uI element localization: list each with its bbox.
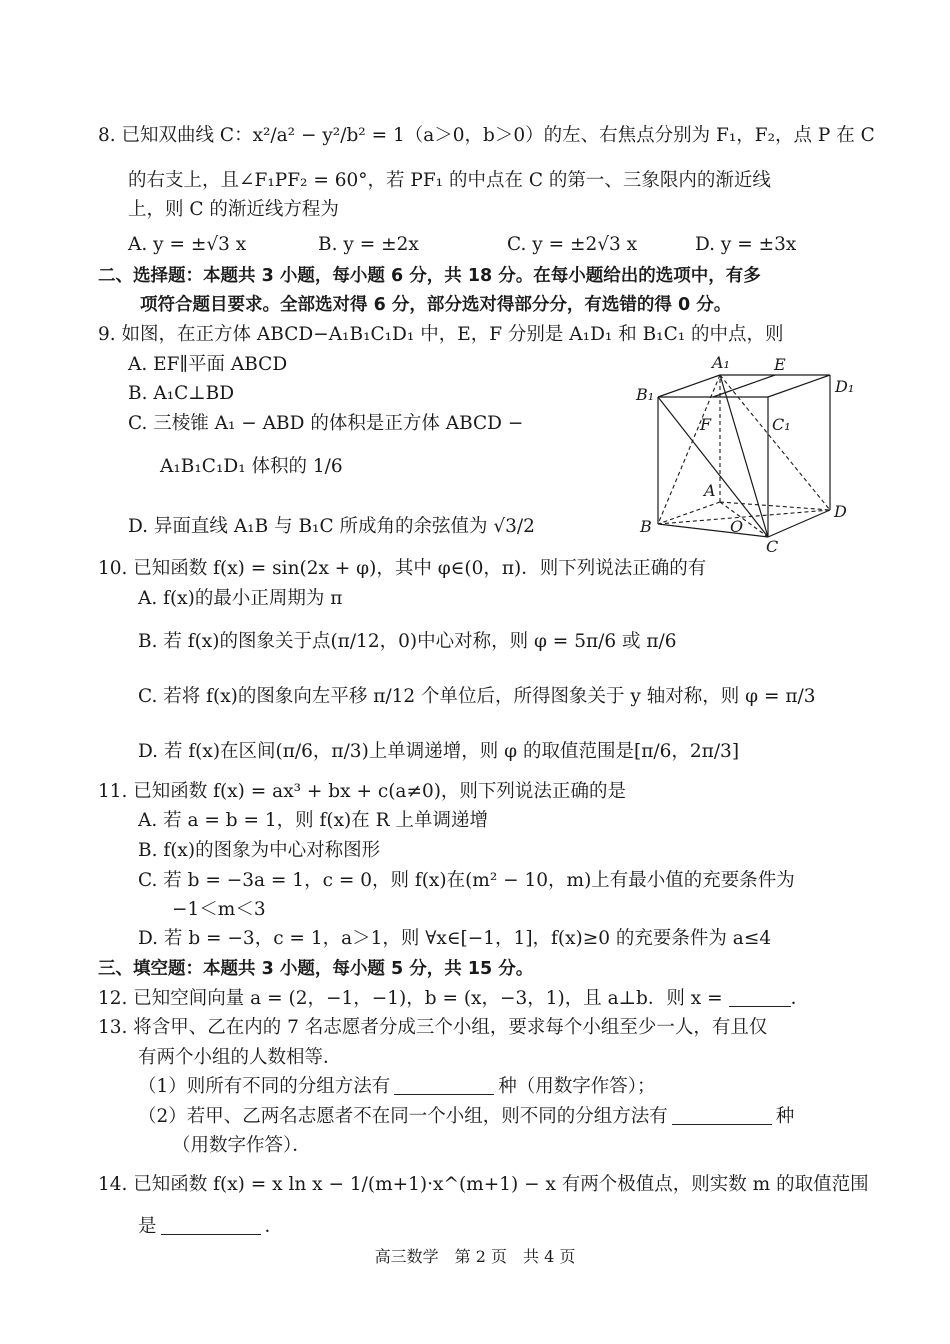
- section2-heading-line2: 项符合题目要求。全部选对得 6 分，部分选对得部分分，有选错的得 0 分。: [140, 295, 732, 315]
- label-o: O: [730, 517, 744, 536]
- q8-line3: 上，则 C 的渐近线方程为: [128, 199, 339, 220]
- q11-option-c-line1: C. 若 b = −3a = 1，c = 0，则 f(x)在(m² − 10，m)上有最小值的充要条件为: [138, 870, 795, 891]
- edge-a-b: [658, 502, 720, 524]
- edge-d1-c1: [768, 375, 830, 397]
- q13-part2: [138, 1105, 794, 1129]
- segment-b-d: [658, 510, 830, 524]
- q13-part2-line2: （用数字作答）．: [172, 1135, 311, 1156]
- edge-a-d: [720, 502, 830, 510]
- label-d1: D₁: [835, 377, 855, 396]
- label-c1: C₁: [772, 415, 791, 434]
- segment-a1-c: [720, 375, 768, 537]
- q14-answer-blank: [161, 1216, 261, 1235]
- label-c: C: [766, 537, 779, 556]
- section2-heading-line1: 二、选择题：本题共 3 小题，每小题 6 分，共 18 分。在每小题给出的选项中，有多: [98, 266, 761, 286]
- q13-part2-blank: [672, 1106, 772, 1125]
- q14-line2-text: 是: [138, 1216, 157, 1237]
- page-footer: 高三数学 第 2 页 共 4 页: [374, 1247, 576, 1266]
- q14-line2: [138, 1215, 283, 1239]
- label-b1: B₁: [636, 385, 655, 404]
- q9-option-a: A. EF∥平面 ABCD: [128, 354, 288, 375]
- q8-line2: 的右支上，且∠F₁PF₂ = 60°，若 PF₁ 的中点在 C 的第一、三象限内的渐近线: [128, 170, 771, 191]
- segment-e-f: [713, 375, 775, 397]
- label-a1: A₁: [712, 353, 730, 372]
- q11-option-d: D. 若 b = −3，c = 1，a＞1，则 ∀x∈[−1，1]，f(x)≥0 的充要条件为 a≤4: [138, 928, 772, 949]
- edge-a1-b1: [658, 375, 720, 397]
- q11-option-c-line2: −1＜m＜3: [172, 899, 266, 920]
- q10-option-b: B. 若 f(x)的图象关于点(π/12，0)中心对称，则 φ = 5π/6 或 π/6: [138, 631, 677, 652]
- q9-option-d: D. 异面直线 A₁B 与 B₁C 所成角的余弦值为 √3/2: [128, 516, 535, 537]
- q10-option-d: D. 若 f(x)在区间(π/6，π/3)上单调递增，则 φ 的取值范围是[π/6，2π/3]: [138, 741, 740, 762]
- q13-part2-text: （2）若甲、乙两名志愿者不在同一个小组，则不同的分组方法有: [138, 1106, 668, 1127]
- q12-end: ．: [790, 988, 810, 1009]
- q12-line: [98, 987, 809, 1011]
- q8-option-a: A. y = ±√3 x: [128, 234, 247, 255]
- q9-option-b: B. A₁C⊥BD: [128, 383, 235, 404]
- q13-part1: [138, 1075, 656, 1099]
- q9-option-c-line1: C. 三棱锥 A₁ − ABD 的体积是正方体 ABCD −: [128, 413, 524, 434]
- q10-option-a: A. f(x)的最小正周期为 π: [138, 588, 343, 609]
- q8-option-b: B. y = ±2x: [318, 234, 419, 255]
- label-f: F: [700, 415, 712, 434]
- q12-answer-blank: [729, 988, 791, 1007]
- q14-line1: 14. 已知函数 f(x) = x ln x − 1/(m+1)·x^(m+1) − x 有两个极值点，则实数 m 的取值范围: [98, 1174, 869, 1195]
- q14-end: ．: [264, 1216, 284, 1237]
- q10-option-c: C. 若将 f(x)的图象向左平移 π/12 个单位后，所得图象关于 y 轴对称，则 φ = π/3: [138, 686, 816, 707]
- q13-line2: 有两个小组的人数相等．: [138, 1047, 342, 1068]
- segment-a1-d: [720, 375, 830, 510]
- q9-option-c-line2: A₁B₁C₁D₁ 体积的 1/6: [160, 456, 343, 477]
- q11-option-b: B. f(x)的图象为中心对称图形: [138, 840, 381, 861]
- q13-part1-end: 种（用数字作答）；: [498, 1076, 656, 1097]
- q13-part1-blank: [394, 1076, 494, 1095]
- cube-figure: [628, 352, 858, 557]
- q11-option-a: A. 若 a = b = 1，则 f(x)在 R 上单调递增: [138, 810, 488, 831]
- q13-part1-text: （1）则所有不同的分组方法有: [138, 1076, 391, 1097]
- label-a: A: [704, 481, 716, 500]
- section3-heading: 三、填空题：本题共 3 小题，每小题 5 分，共 15 分。: [98, 959, 534, 979]
- q13-part2-end: 种: [775, 1106, 795, 1127]
- q13-line1: 13. 将含甲、乙在内的 7 名志愿者分成三个小组，要求每个小组至少一人，有且仅: [98, 1017, 768, 1038]
- q10-stem: 10. 已知函数 f(x) = sin(2x + φ)，其中 φ∈(0，π)．则下列说法正确的有: [98, 558, 707, 579]
- q11-stem: 11. 已知函数 f(x) = ax³ + bx + c(a≠0)，则下列说法正确的是: [98, 781, 626, 802]
- q9-stem: 9. 如图，在正方体 ABCD−A₁B₁C₁D₁ 中，E，F 分别是 A₁D₁ 和 B₁C₁ 的中点，则: [98, 324, 784, 345]
- edge-b-c: [658, 524, 768, 537]
- q8-option-d: D. y = ±3x: [695, 234, 797, 255]
- label-e: E: [774, 355, 786, 374]
- q12-text: 12. 已知空间向量 a = (2，−1，−1)，b = (x，−3，1)，且 a⊥b．则 x =: [98, 988, 723, 1009]
- q8-line1: 8. 已知双曲线 C：x²/a² − y²/b² = 1（a＞0，b＞0）的左、右焦点分别为 F₁，F₂，点 P 在 C: [98, 125, 875, 146]
- label-d: D: [834, 502, 847, 521]
- q8-option-c: C. y = ±2√3 x: [507, 234, 638, 255]
- label-b: B: [640, 517, 652, 536]
